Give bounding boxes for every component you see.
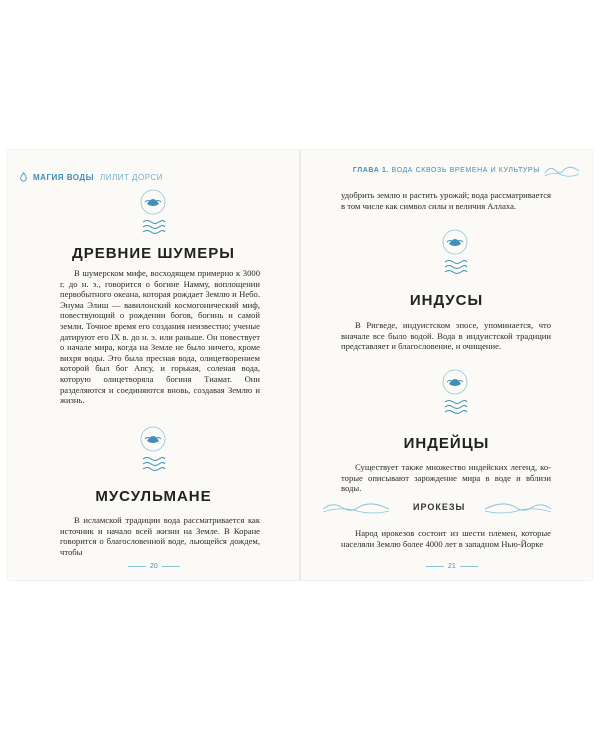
wave-ornament-icon [544, 163, 580, 177]
paragraph-iroquois: Народ ирокезов состоит из шести племен, которые населяли Землю более 4000 лет в западном Нью-Йорке [341, 528, 551, 549]
section-heading-hindus: ИНДУСЫ [409, 292, 484, 309]
book-title: МАГИЯ ВОДЫ [33, 172, 94, 182]
right-page [301, 150, 592, 580]
wave-ornament-icon [483, 500, 553, 514]
wave-ornament-icon [321, 500, 391, 514]
chapter-number: ГЛАВА 1. [352, 167, 389, 174]
page-number-rule [460, 566, 478, 567]
section-heading-sumerians: ДРЕВНИЕ ШУМЕРЫ [72, 245, 235, 262]
book-spread [8, 150, 592, 580]
continuation-paragraph: удобрить землю и растить урожай; вода рассматривается в том числе как символ силы и величия Аллаха. [341, 190, 551, 211]
paragraph-indians: Существует также множество индейских легенд, которые описывают зарождение мира в воде и вблизи воды. [341, 462, 551, 494]
section-heading-muslims: МУСУЛЬМАНЕ [95, 488, 212, 505]
left-page [8, 150, 299, 580]
page-number-rule [426, 566, 444, 567]
page-number-text: 21 [448, 563, 456, 570]
subsection-heading-iroquois: ИРОКЕЗЫ [413, 502, 466, 512]
paragraph-hindus: В Ригведе, индуистском эпосе, упоминается, что вначале все было водой. Вода в индуистской традиции представляет и благословение, и очищение. [341, 320, 551, 352]
page-number-rule [128, 566, 146, 567]
water-emblem-icon [139, 188, 167, 236]
water-emblem-icon [441, 368, 469, 416]
page-number-left [128, 563, 180, 570]
paragraph-sumerians: В шумерском мифе, восходящем примерно к 3000 г. до н. э., говорится о богине Намму, воплощении первобытного океана, которая рождает Землю и Небо. Энума Элиш — вавилонский космогонический миф, повествующий о рождении богов, богинь и самой земли. Точное время его создания неизвестно; ученые датируют его IX в. до н. э. или раньше. Он повествует о начале мира, когда на Земле не было ничего, кроме вихря воды. Это была пресная вода, олицетворением которой был бог Апсу, и горькая, соленая вода, которую олицетворяла богиня Тиамат. Они разделяются и соединяются вновь, создавая Землю и жизнь. [60, 268, 260, 406]
water-emblem-icon [139, 425, 167, 473]
water-emblem-icon [441, 228, 469, 276]
water-drop-icon [20, 172, 27, 182]
right-running-head [353, 167, 540, 174]
section-heading-indians: ИНДЕЙЦЫ [403, 435, 490, 452]
paragraph-muslims: В исламской традиции вода рассматривается как источник и начало всей жизни на Земле. В Коране говорится о благословенной воде, льющейся дождем, чтобы [60, 515, 260, 557]
left-running-head [20, 172, 163, 182]
page-number-rule [162, 566, 180, 567]
page-number-right [426, 563, 478, 570]
author-name: ЛИЛИТ ДОРСИ [99, 172, 163, 182]
chapter-title: ВОДА СКВОЗЬ ВРЕМЕНА И КУЛЬТУРЫ [391, 167, 540, 174]
page-number-text: 20 [150, 563, 158, 570]
